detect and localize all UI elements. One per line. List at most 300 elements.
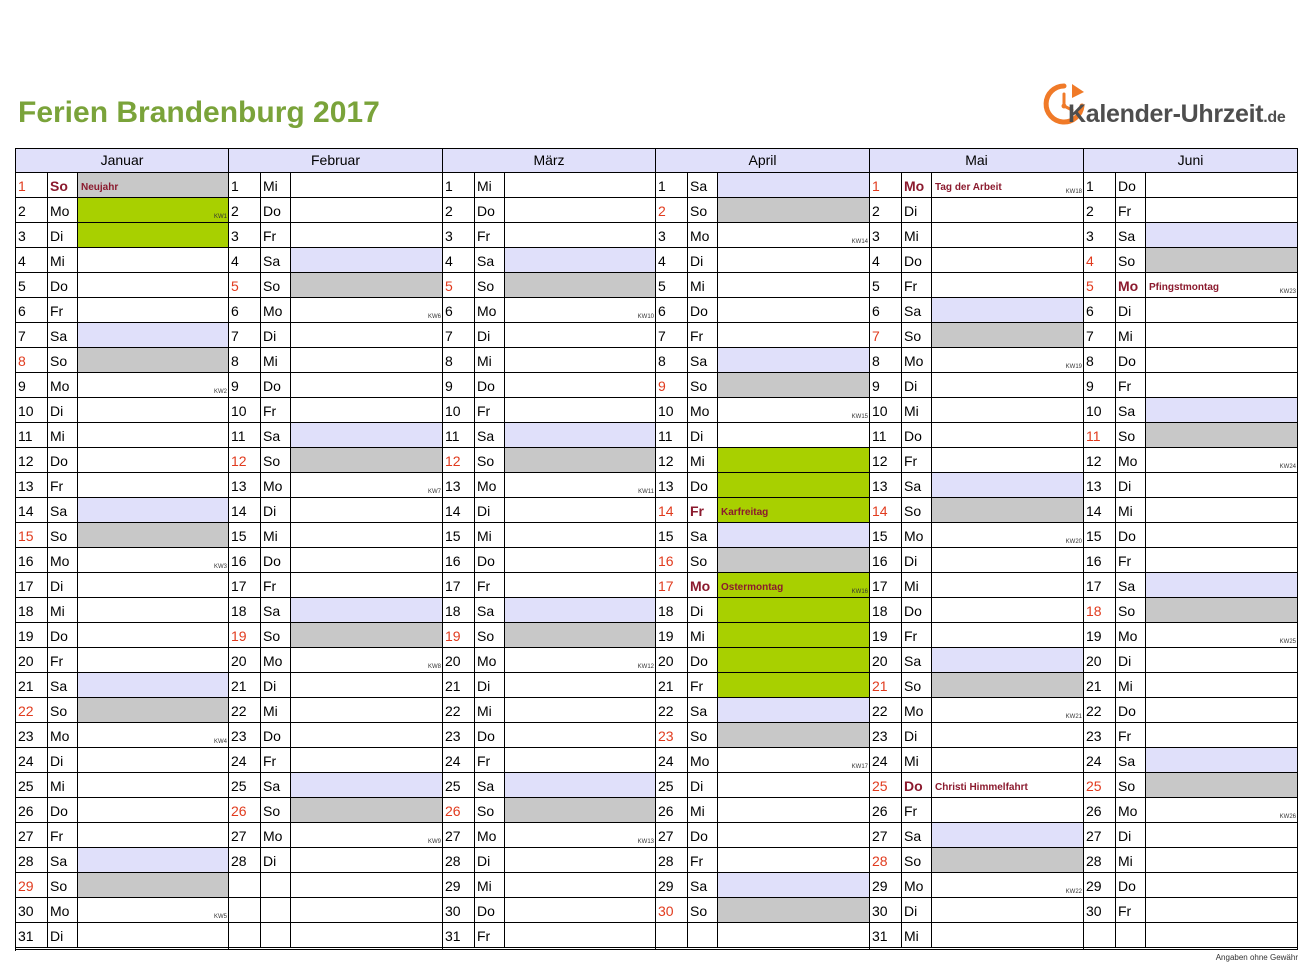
day-info-cell: [505, 223, 655, 247]
day-row: [1084, 648, 1297, 673]
weekday-label: Mi: [48, 248, 78, 272]
day-number: 3: [16, 223, 48, 247]
day-row: [16, 773, 228, 798]
day-info-cell: [932, 823, 1083, 847]
day-number: 19: [16, 623, 48, 647]
day-row: [1084, 723, 1297, 748]
weekday-label: Do: [261, 198, 291, 222]
day-row: [870, 373, 1083, 398]
weekday-label: Di: [48, 923, 78, 947]
day-info-cell: [1146, 498, 1297, 522]
day-number: 3: [443, 223, 475, 247]
day-row: [229, 473, 442, 498]
day-row: [870, 498, 1083, 523]
day-info-cell: [78, 748, 228, 772]
day-number: 2: [656, 198, 688, 222]
day-info-cell: [505, 298, 655, 322]
day-row: [443, 673, 655, 698]
day-number: 21: [1084, 673, 1116, 697]
day-number: 1: [229, 173, 261, 197]
day-number: 23: [16, 723, 48, 747]
weekday-label: Sa: [688, 523, 718, 547]
day-info-cell: [78, 223, 228, 247]
day-row: [229, 273, 442, 298]
day-row: [16, 373, 228, 398]
day-row: [1084, 573, 1297, 598]
day-number: 30: [656, 898, 688, 922]
weekday-label: Mo: [48, 548, 78, 572]
day-number: 7: [1084, 323, 1116, 347]
week-number: KW22: [1065, 889, 1082, 895]
day-info-cell: [1146, 598, 1297, 622]
day-number: 19: [229, 623, 261, 647]
weekday-label: Mi: [1116, 673, 1146, 697]
week-number: KW8: [427, 664, 441, 670]
weekday-label: Fr: [261, 573, 291, 597]
weekday-label: Mo: [261, 648, 291, 672]
weekday-label: Mi: [261, 173, 291, 197]
day-number: 5: [656, 273, 688, 297]
day-number: 16: [443, 548, 475, 572]
weekday-label: Mo: [902, 348, 932, 372]
weekday-label: Fr: [475, 573, 505, 597]
weekday-label: Fr: [475, 923, 505, 947]
weekday-label: Do: [261, 373, 291, 397]
weekday-label: Sa: [902, 298, 932, 322]
weekday-label: So: [902, 498, 932, 522]
day-number: 30: [443, 898, 475, 922]
weekday-label: Mo: [688, 223, 718, 247]
weekday-label: Sa: [261, 423, 291, 447]
day-info-cell: [291, 248, 442, 272]
day-info-cell: [1146, 623, 1297, 647]
day-number: 17: [229, 573, 261, 597]
day-info-cell: [1146, 673, 1297, 697]
day-info-cell: [505, 198, 655, 222]
day-number: 15: [16, 523, 48, 547]
day-row: [870, 698, 1083, 723]
holiday-label: Pfingstmontag: [1149, 282, 1219, 293]
day-info-cell: [291, 223, 442, 247]
day-info-cell: [78, 198, 228, 222]
day-row: [16, 923, 228, 948]
day-row: [656, 198, 869, 223]
weekday-label: So: [1116, 598, 1146, 622]
weekday-label: Fr: [261, 748, 291, 772]
day-info-cell: [932, 273, 1083, 297]
weekday-label: Sa: [1116, 223, 1146, 247]
day-info-cell: [291, 773, 442, 797]
weekday-label: So: [475, 273, 505, 297]
day-number: 19: [656, 623, 688, 647]
weekday-label: Di: [688, 423, 718, 447]
day-number: 13: [443, 473, 475, 497]
day-row: [870, 348, 1083, 373]
day-number: 10: [870, 398, 902, 422]
day-row: [229, 673, 442, 698]
day-row: [870, 523, 1083, 548]
day-info-cell: [1146, 223, 1297, 247]
day-row: [229, 773, 442, 798]
day-info-cell: [78, 298, 228, 322]
weekday-label: Do: [475, 723, 505, 747]
week-number: KW11: [638, 489, 654, 495]
day-info-cell: [505, 448, 655, 472]
day-row: [229, 698, 442, 723]
day-info-cell: [291, 673, 442, 697]
day-info-cell: [291, 723, 442, 747]
day-info-cell: [505, 673, 655, 697]
day-number: 30: [870, 898, 902, 922]
day-row: [1084, 498, 1297, 523]
day-number: 11: [229, 423, 261, 447]
day-number: 30: [1084, 898, 1116, 922]
day-row: [16, 873, 228, 898]
weekday-label: Di: [48, 748, 78, 772]
empty-row: [229, 898, 442, 923]
day-info-cell: [718, 698, 869, 722]
weekday-label: So: [688, 198, 718, 222]
weekday-label: Do: [1116, 698, 1146, 722]
day-info-cell: [1146, 248, 1297, 272]
day-number: 24: [229, 748, 261, 772]
weekday-label: Do: [902, 773, 932, 797]
day-info-cell: [932, 598, 1083, 622]
day-info-cell: [1146, 698, 1297, 722]
day-info-cell: [505, 773, 655, 797]
weekday-label: Fr: [261, 223, 291, 247]
day-info-cell: [505, 323, 655, 347]
day-number: 22: [870, 698, 902, 722]
weekday-label: Fr: [48, 823, 78, 847]
day-number: 27: [16, 823, 48, 847]
weekday-label: Do: [902, 598, 932, 622]
day-number: 25: [16, 773, 48, 797]
day-row: [443, 348, 655, 373]
day-row: [870, 848, 1083, 873]
day-number: 3: [1084, 223, 1116, 247]
weekday-label: Mi: [1116, 498, 1146, 522]
day-row: [16, 573, 228, 598]
day-number: 20: [16, 648, 48, 672]
day-number: 6: [656, 298, 688, 322]
day-info-cell: [78, 923, 228, 947]
weekday-label: Fr: [261, 398, 291, 422]
day-number: 12: [870, 448, 902, 472]
day-number: 1: [1084, 173, 1116, 197]
day-info-cell: [291, 498, 442, 522]
day-row: [16, 673, 228, 698]
day-info-cell: [932, 498, 1083, 522]
day-info-cell: [718, 273, 869, 297]
day-info-cell: [78, 323, 228, 347]
day-row: [229, 723, 442, 748]
day-info-cell: [1146, 448, 1297, 472]
day-row: [1084, 873, 1297, 898]
weekday-label: Sa: [475, 598, 505, 622]
day-info-cell: [718, 523, 869, 547]
day-info-cell: [291, 598, 442, 622]
day-row: [229, 173, 442, 198]
month-header: April: [656, 149, 869, 173]
day-row: [1084, 673, 1297, 698]
day-info-cell: [1146, 723, 1297, 747]
weekday-label: Mo: [475, 823, 505, 847]
day-number: 20: [1084, 648, 1116, 672]
day-info-cell: [291, 448, 442, 472]
day-info-cell: [718, 498, 869, 522]
day-number: 5: [229, 273, 261, 297]
day-number: 17: [870, 573, 902, 597]
weekday-label: Sa: [48, 673, 78, 697]
day-number: 15: [1084, 523, 1116, 547]
day-row: [443, 798, 655, 823]
day-row: [656, 423, 869, 448]
day-row: [870, 773, 1083, 798]
day-number: 4: [443, 248, 475, 272]
day-number: 13: [870, 473, 902, 497]
weekday-label: Mi: [475, 173, 505, 197]
day-info-cell: [1146, 198, 1297, 222]
weekday-label: Di: [902, 198, 932, 222]
day-info-cell: [932, 298, 1083, 322]
weekday-label: Mo: [688, 398, 718, 422]
day-number: 23: [870, 723, 902, 747]
day-row: [870, 573, 1083, 598]
day-info-cell: [78, 373, 228, 397]
weekday-label: Mi: [1116, 323, 1146, 347]
day-row: [1084, 473, 1297, 498]
site-logo[interactable]: [1042, 78, 1302, 134]
day-number: 9: [443, 373, 475, 397]
day-row: [870, 398, 1083, 423]
weekday-label: Di: [475, 673, 505, 697]
day-number: 12: [1084, 448, 1116, 472]
day-info-cell: [1146, 273, 1297, 297]
day-number: 14: [1084, 498, 1116, 522]
weekday-label: Mo: [48, 198, 78, 222]
weekday-label: Sa: [1116, 573, 1146, 597]
day-number: 18: [870, 598, 902, 622]
day-row: [870, 873, 1083, 898]
day-number: 13: [229, 473, 261, 497]
weekday-label: Mi: [902, 748, 932, 772]
weekday-label: Mi: [902, 398, 932, 422]
day-row: [870, 223, 1083, 248]
weekday-label: Di: [902, 898, 932, 922]
day-row: [656, 698, 869, 723]
day-info-cell: [505, 873, 655, 897]
month-header: März: [443, 149, 655, 173]
day-info-cell: [932, 873, 1083, 897]
day-number: 7: [656, 323, 688, 347]
day-info-cell: [718, 398, 869, 422]
day-number: 17: [443, 573, 475, 597]
month-column-5: [1084, 149, 1298, 950]
weekday-label: Mo: [1116, 448, 1146, 472]
day-info-cell: [78, 473, 228, 497]
day-number: 26: [16, 798, 48, 822]
day-row: [229, 598, 442, 623]
day-info-cell: [932, 323, 1083, 347]
weekday-label: Mi: [688, 273, 718, 297]
day-number: 21: [656, 673, 688, 697]
day-number: 27: [1084, 823, 1116, 847]
day-row: [16, 598, 228, 623]
day-row: [443, 698, 655, 723]
day-info-cell: [78, 723, 228, 747]
day-info-cell: [505, 823, 655, 847]
day-row: [870, 298, 1083, 323]
day-number: 4: [870, 248, 902, 272]
weekday-label: Mo: [48, 723, 78, 747]
day-info-cell: [1146, 648, 1297, 672]
day-info-cell: [78, 548, 228, 572]
day-row: [229, 223, 442, 248]
week-number: KW26: [1279, 814, 1296, 820]
day-number: 14: [656, 498, 688, 522]
day-info-cell: [505, 748, 655, 772]
day-info-cell: [718, 673, 869, 697]
weekday-label: Fr: [688, 323, 718, 347]
day-info-cell: [505, 273, 655, 297]
day-number: 22: [656, 698, 688, 722]
day-number: 3: [870, 223, 902, 247]
day-info-cell: [718, 373, 869, 397]
day-info-cell: [718, 348, 869, 372]
logo-name: Kalender-Uhrzeit: [1068, 100, 1264, 128]
weekday-label: Mo: [902, 873, 932, 897]
day-info-cell: [718, 773, 869, 797]
day-info-cell: [1146, 398, 1297, 422]
day-row: [870, 823, 1083, 848]
day-info-cell: [1146, 523, 1297, 547]
day-row: [1084, 523, 1297, 548]
day-info-cell: [78, 898, 228, 922]
day-info-cell: [78, 823, 228, 847]
day-row: [656, 673, 869, 698]
day-info-cell: [78, 348, 228, 372]
day-number: 16: [656, 548, 688, 572]
weekday-label: Mi: [902, 923, 932, 947]
weekday-label: Do: [1116, 348, 1146, 372]
day-number: 28: [656, 848, 688, 872]
weekday-label: Mi: [475, 348, 505, 372]
weekday-label: Mo: [475, 648, 505, 672]
day-number: 8: [1084, 348, 1116, 372]
day-number: 9: [1084, 373, 1116, 397]
month-header: Juni: [1084, 149, 1297, 173]
day-row: [870, 623, 1083, 648]
day-number: 4: [16, 248, 48, 272]
day-number: 31: [870, 923, 902, 947]
day-row: [656, 648, 869, 673]
weekday-label: Do: [475, 373, 505, 397]
day-row: [16, 848, 228, 873]
weekday-label: Fr: [688, 848, 718, 872]
day-info-cell: [718, 298, 869, 322]
day-number: 27: [656, 823, 688, 847]
day-info-cell: [505, 848, 655, 872]
day-info-cell: [718, 248, 869, 272]
weekday-label: So: [902, 673, 932, 697]
day-number: 9: [656, 373, 688, 397]
day-info-cell: [932, 723, 1083, 747]
day-number: 12: [656, 448, 688, 472]
day-row: [443, 773, 655, 798]
weekday-label: Sa: [48, 848, 78, 872]
day-info-cell: [932, 348, 1083, 372]
day-info-cell: [78, 573, 228, 597]
weekday-label: So: [1116, 423, 1146, 447]
day-row: [1084, 698, 1297, 723]
day-number: 4: [656, 248, 688, 272]
day-row: [16, 748, 228, 773]
day-number: 16: [1084, 548, 1116, 572]
day-info-cell: [718, 798, 869, 822]
day-number: 25: [443, 773, 475, 797]
day-info-cell: [718, 648, 869, 672]
weekday-label: Sa: [261, 598, 291, 622]
day-info-cell: [932, 748, 1083, 772]
month-column-3: [656, 149, 870, 950]
day-number: 25: [656, 773, 688, 797]
day-info-cell: [505, 623, 655, 647]
day-row: [656, 898, 869, 923]
week-number: KW5: [213, 914, 227, 920]
week-number: KW1: [213, 214, 227, 220]
week-number: KW18: [1065, 189, 1082, 195]
day-row: [229, 523, 442, 548]
weekday-label: So: [1116, 248, 1146, 272]
day-row: [16, 248, 228, 273]
day-number: 28: [870, 848, 902, 872]
day-number: 9: [16, 373, 48, 397]
day-number: 29: [16, 873, 48, 897]
day-info-cell: [932, 523, 1083, 547]
day-info-cell: [932, 573, 1083, 597]
day-number: 10: [656, 398, 688, 422]
disclaimer: Angaben ohne Gewähr: [1215, 953, 1298, 962]
day-info-cell: [291, 298, 442, 322]
day-row: [229, 823, 442, 848]
day-number: 7: [443, 323, 475, 347]
day-row: [229, 548, 442, 573]
weekday-label: Di: [1116, 648, 1146, 672]
weekday-label: Sa: [48, 498, 78, 522]
day-info-cell: [932, 623, 1083, 647]
empty-row: [229, 923, 442, 948]
day-info-cell: [932, 223, 1083, 247]
weekday-label: So: [475, 623, 505, 647]
day-number: 14: [16, 498, 48, 522]
weekday-label: Sa: [902, 473, 932, 497]
day-row: [1084, 848, 1297, 873]
day-row: [16, 223, 228, 248]
week-number: KW12: [637, 664, 654, 670]
weekday-label: Di: [48, 573, 78, 597]
day-row: [443, 923, 655, 948]
weekday-label: Di: [475, 498, 505, 522]
day-info-cell: [78, 648, 228, 672]
day-info-cell: [718, 598, 869, 622]
weekday-label: Mo: [475, 298, 505, 322]
day-info-cell: [291, 848, 442, 872]
day-row: [443, 823, 655, 848]
weekday-label: So: [48, 173, 78, 197]
weekday-label: Sa: [475, 773, 505, 797]
weekday-label: Mo: [688, 748, 718, 772]
